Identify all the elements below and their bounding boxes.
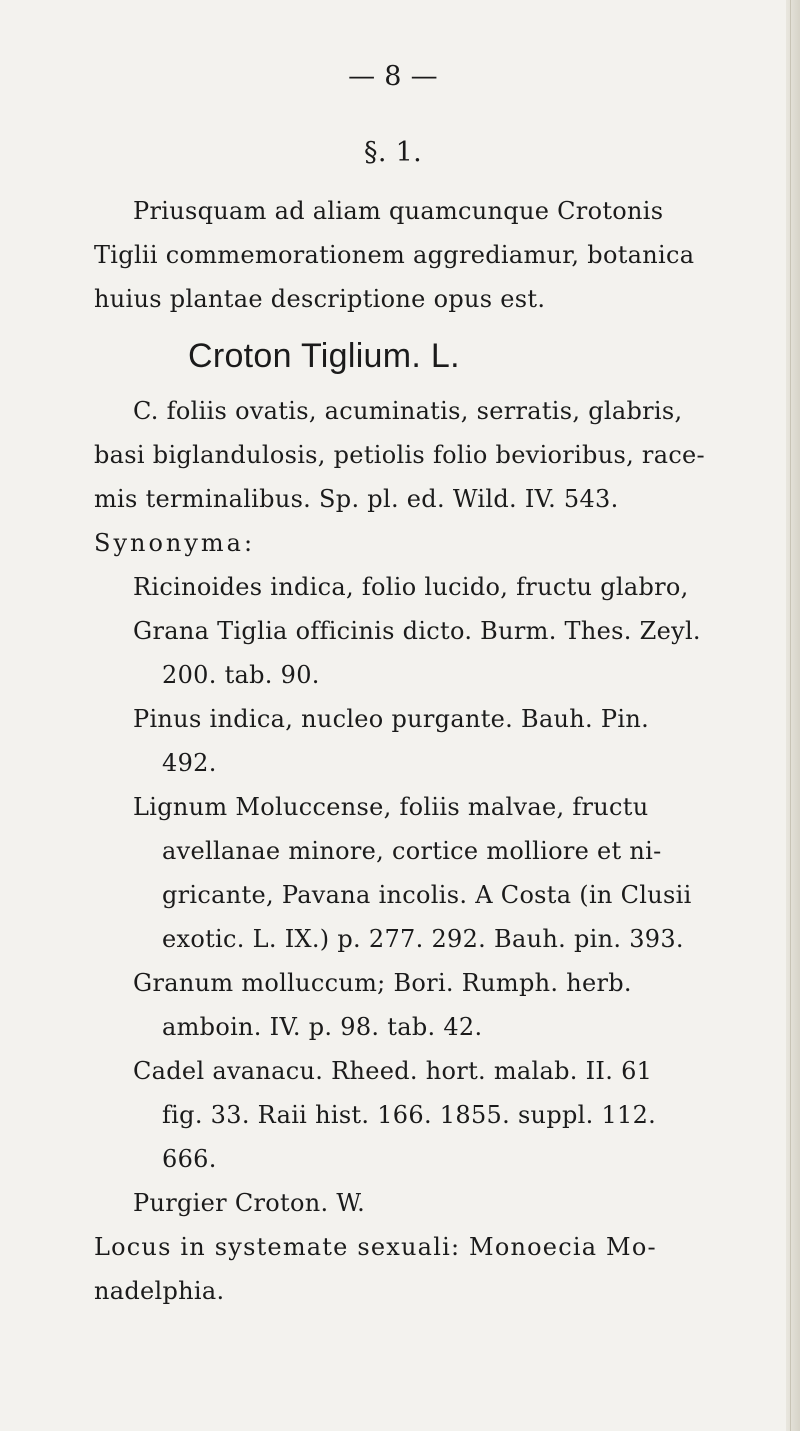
locus-line-1: Locus in systemate sexuali: Monoecia Mo- <box>94 1233 657 1261</box>
synonym-line: exotic. L. IX.) p. 277. 292. Bauh. pin. 393. <box>162 925 684 953</box>
synonym-line: avellanae minore, cortice molliore et ni- <box>162 837 662 865</box>
synonym-line: fig. 33. Raii hist. 166. 1855. suppl. 112. <box>162 1101 657 1129</box>
synonyma-label: Synonyma: <box>94 529 256 557</box>
synonym-line: Purgier Croton. W. <box>133 1189 366 1217</box>
description-line-1: C. foliis ovatis, acuminatis, serratis, glabris, <box>133 397 683 425</box>
synonym-line: 492. <box>162 749 217 777</box>
synonym-line: Grana Tiglia officinis dicto. Burm. Thes. Zeyl. <box>133 617 701 645</box>
description-line-2: basi biglandulosis, petiolis folio bevioribus, race- <box>94 441 705 469</box>
synonym-line: amboin. IV. p. 98. tab. 42. <box>162 1013 483 1041</box>
synonym-line: 666. <box>162 1145 217 1173</box>
synonym-line: Cadel avanacu. Rheed. hort. malab. II. 61 <box>133 1057 653 1085</box>
synonym-line: Lignum Moluccense, foliis malvae, fructu <box>133 793 649 821</box>
synonym-line: Granum molluccum; Bori. Rumph. herb. <box>133 969 632 997</box>
synonym-line: Ricinoides indica, folio lucido, fructu glabro, <box>133 573 689 601</box>
intro-line-3: huius plantae descriptione opus est. <box>94 285 546 313</box>
locus-line-2: nadelphia. <box>94 1277 225 1305</box>
synonym-line: 200. tab. 90. <box>162 661 320 689</box>
intro-line-2: Tiglii commemorationem aggrediamur, botanica <box>94 241 695 269</box>
synonym-line: gricante, Pavana incolis. A Costa (in Clusii <box>162 881 692 909</box>
synonym-line: Pinus indica, nucleo purgante. Bauh. Pin. <box>133 705 650 733</box>
page-number: — 8 — <box>348 61 438 92</box>
description-line-3: mis terminalibus. Sp. pl. ed. Wild. IV. 543. <box>94 485 619 513</box>
page-edge <box>786 0 800 1431</box>
section-mark: §. 1. <box>364 137 422 168</box>
intro-line-1: Priusquam ad aliam quamcunque Crotonis <box>133 197 664 225</box>
species-title: Croton Tiglium. L. <box>188 337 460 375</box>
